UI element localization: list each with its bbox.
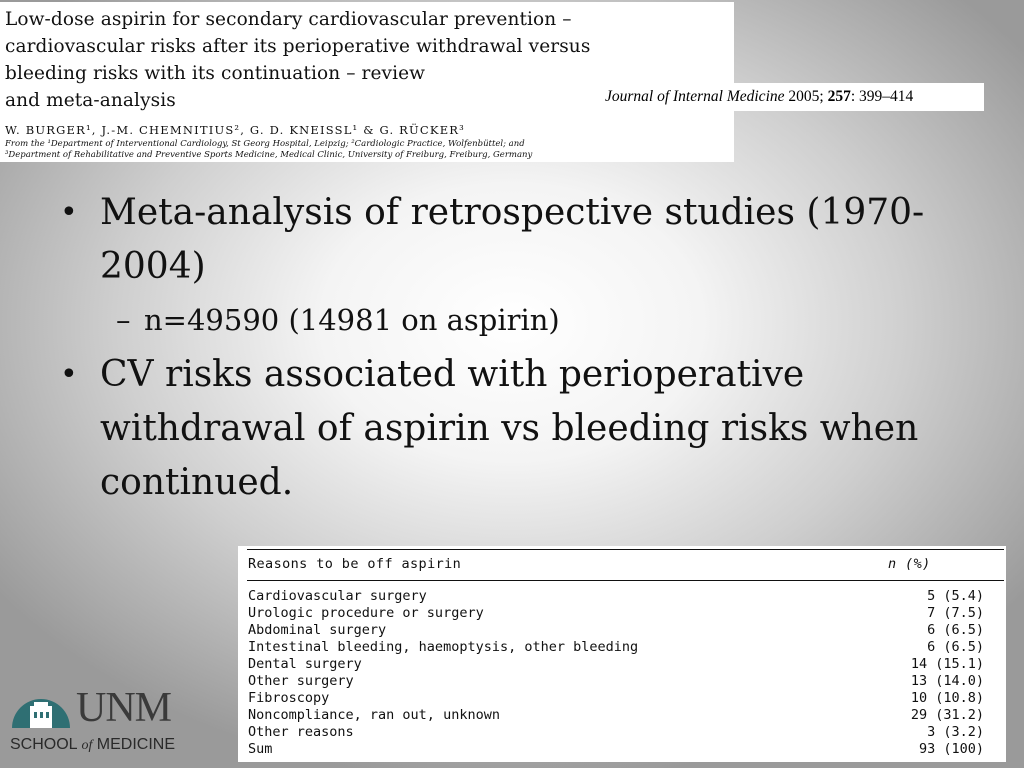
- table-cell-reason: Noncompliance, ran out, unknown: [248, 707, 500, 723]
- journal-year: 2005;: [788, 88, 824, 105]
- table-cell-n: 6 (6.5): [927, 639, 984, 655]
- slide-bullets: [60, 186, 980, 510]
- table-header-n: n (%): [888, 556, 931, 572]
- table-cell-reason: Sum: [248, 741, 273, 757]
- table-body: [238, 588, 1006, 758]
- journal-volume: 257: [827, 88, 851, 105]
- unm-mark-icon: [10, 684, 72, 728]
- table-cell-n: 7 (7.5): [927, 605, 984, 621]
- journal-pages: : 399–414: [850, 88, 914, 105]
- table-cell-reason: Cardiovascular surgery: [248, 588, 427, 604]
- table-row: [238, 605, 1006, 622]
- dash-icon: –: [116, 303, 131, 337]
- table-cell-n: 93 (100): [918, 741, 984, 757]
- bullet-dot-icon: •: [60, 195, 78, 230]
- reasons-table: [238, 546, 1006, 762]
- bullet-text: Meta-analysis of retrospective studies (1970-2004): [100, 192, 925, 287]
- table-cell-n: 13 (14.0): [910, 673, 984, 689]
- table-cell-n: 6 (6.5): [927, 622, 984, 638]
- table-top-rule: [247, 549, 1004, 550]
- table-row: [238, 741, 1006, 758]
- affiliation-line: ³Department of Rehabilitative and Preventive Sports Medicine, Medical Clinic, University of Freiburg, Freiburg, Germany: [5, 150, 533, 160]
- table-cell-n: 10 (10.8): [910, 690, 984, 706]
- school-word: SCHOOL: [10, 736, 77, 753]
- bullet-item: [60, 348, 980, 510]
- bullet-item: [60, 186, 980, 294]
- table-row: [238, 673, 1006, 690]
- table-cell-reason: Other surgery: [248, 673, 354, 689]
- paper-title-line: Low-dose aspirin for secondary cardiovascular prevention –: [5, 9, 572, 30]
- paper-title-line: and meta-analysis: [5, 90, 176, 111]
- table-row: [238, 622, 1006, 639]
- of-word: of: [81, 738, 93, 753]
- school-of-medicine-label: [10, 736, 175, 754]
- table-cell-n: 14 (15.1): [910, 656, 984, 672]
- medicine-word: MEDICINE: [96, 736, 176, 753]
- affiliation-line: From the ¹Department of Interventional Cardiology, St Georg Hospital, Leipzig; ²Cardiologic Practice, Wolfenbüttel; and: [5, 139, 525, 149]
- paper-title-line: cardiovascular risks after its perioperative withdrawal versus: [5, 36, 591, 57]
- unm-wordmark: UNM: [76, 685, 172, 731]
- paper-title-line: bleeding risks with its continuation – review: [5, 63, 426, 84]
- sub-bullet-item: [60, 298, 980, 342]
- table-cell-n: 29 (31.2): [910, 707, 984, 723]
- table-header-rule: [247, 580, 1004, 581]
- paper-affiliations: [5, 139, 532, 161]
- journal-citation: [600, 83, 984, 111]
- paper-authors: W. BURGER¹, J.-M. CHEMNITIUS², G. D. KNEISSL¹ & G. RÜCKER³: [5, 123, 465, 137]
- unm-logo: [10, 684, 180, 760]
- table-row: [238, 724, 1006, 741]
- table-cell-n: 3 (3.2): [927, 724, 984, 740]
- table-cell-reason: Intestinal bleeding, haemoptysis, other bleeding: [248, 639, 639, 655]
- table-cell-n: 5 (5.4): [927, 588, 984, 604]
- bullet-text: CV risks associated with perioperative withdrawal of aspirin vs bleeding risks when continued.: [100, 354, 919, 503]
- table-row: [238, 588, 1006, 605]
- table-cell-reason: Dental surgery: [248, 656, 362, 672]
- table-row: [238, 656, 1006, 673]
- table-row: [238, 707, 1006, 724]
- table-row: [238, 690, 1006, 707]
- table-cell-reason: Urologic procedure or surgery: [248, 605, 484, 621]
- table-cell-reason: Fibroscopy: [248, 690, 330, 706]
- sub-bullet-text: n=49590 (14981 on aspirin): [144, 303, 560, 337]
- paper-header-image: [0, 2, 734, 162]
- table-cell-reason: Other reasons: [248, 724, 354, 740]
- journal-name: Journal of Internal Medicine: [605, 88, 785, 105]
- table-row: [238, 639, 1006, 656]
- bullet-dot-icon: •: [60, 357, 78, 392]
- table-cell-reason: Abdominal surgery: [248, 622, 387, 638]
- table-header-reason: Reasons to be off aspirin: [248, 556, 462, 572]
